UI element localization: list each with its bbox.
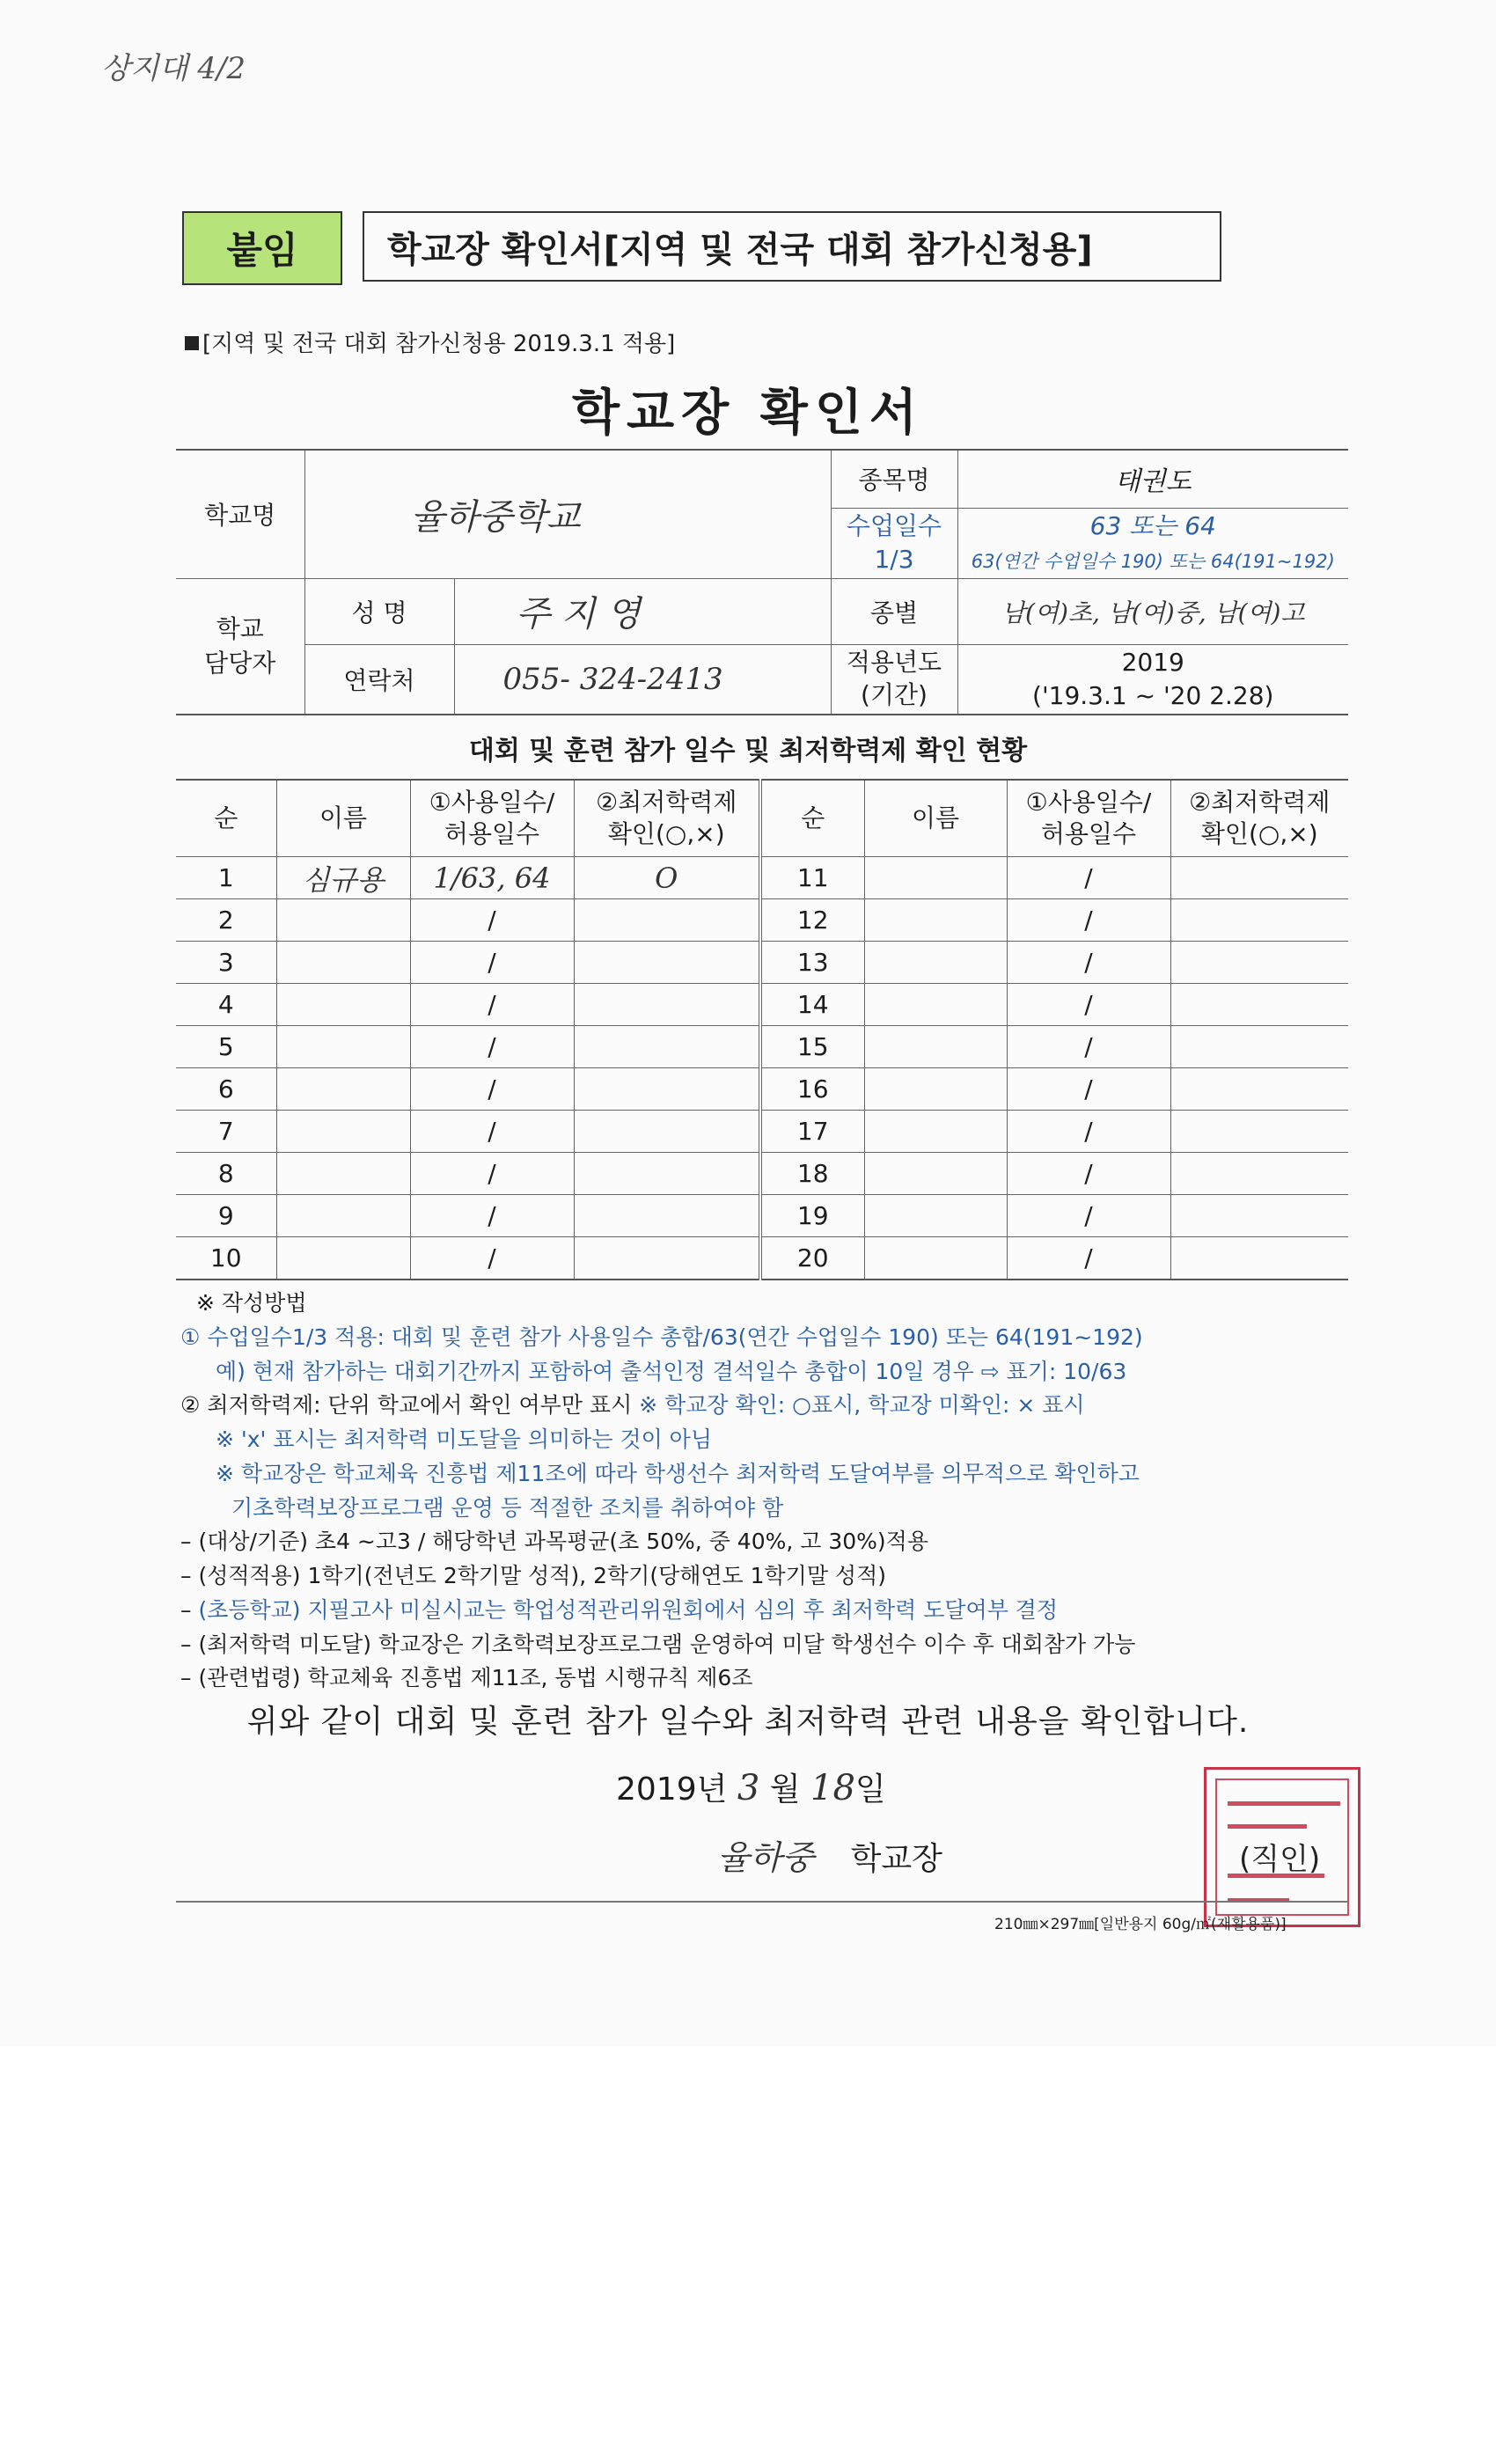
guide-line-5: ※ 학교장은 학교체육 진흥법 제11조에 따라 학생선수 최저학력 도달여부를 의무적으로 확인하고 [216,1460,1140,1486]
table-row [176,899,1348,942]
row-days: / [410,942,574,984]
confirm-statement: 위와 같이 대회 및 훈련 참가 일수와 최저학력 관련 내용을 확인합니다. [246,1704,1250,1740]
row-name-2 [864,1195,1007,1237]
col-check-2-line2: 확인(○,×) [1200,819,1318,848]
row-check [574,1111,760,1153]
type-label: 종별 [831,578,957,644]
row-no: 1 [176,857,276,899]
scope-line [185,326,675,358]
row-name [276,899,410,942]
col-no-2: 순 [760,780,864,857]
row-no: 4 [176,984,276,1026]
col-days-line2: 허용일수 [444,819,540,848]
guide-heading: ※ 작성방법 [196,1290,307,1316]
paper-spec: 210㎜×297㎜[일반용지 60g/㎡(재활용품)] [994,1916,1287,1933]
row-check [574,1068,760,1111]
type-value: 남(여)초, 남(여)중, 남(여)고 [957,578,1348,644]
row-days-2: / [1007,857,1170,899]
phone-value: 055- 324-2413 [454,644,831,715]
row-no-2: 18 [760,1153,864,1195]
seal-label: (직인) [1239,1842,1321,1877]
row-name [276,1111,410,1153]
days-label [831,508,957,578]
row-days: 1/63, 64 [410,857,574,899]
row-name: 심규용 [276,857,410,899]
row-name-2 [864,857,1007,899]
row-days: / [410,1237,574,1280]
principal-school: 율하중 [717,1838,815,1877]
phone-label: 연락처 [304,644,454,715]
row-days: / [410,899,574,942]
table-row [176,1237,1348,1280]
row-name-2 [864,942,1007,984]
row-check [574,1237,760,1280]
guide-line-7: – (대상/기준) 초4 ~고3 / 해당학년 과목평균(초 50%, 중 40%, 고 30%)적용 [180,1529,928,1555]
guide-line-10: – (최저학력 미도달) 학교장은 기초학력보장프로그램 운영하여 미달 학생선수 이수 후 대회참가 가능 [180,1631,1136,1657]
table-row [176,1153,1348,1195]
table-row [176,1195,1348,1237]
row-no: 3 [176,942,276,984]
section-title: 대회 및 훈련 참가 일수 및 최저학력제 확인 현황 [468,736,1028,766]
date-month-label: 월 [769,1771,801,1808]
table-row [176,942,1348,984]
row-check [574,1195,760,1237]
guide-line-1: ① 수업일수1/3 적용: 대회 및 훈련 참가 사용일수 총합/63(연간 수업일수 190) 또는 64(191~192) [180,1324,1143,1350]
row-check-2 [1170,857,1348,899]
row-name-2 [864,1111,1007,1153]
year-label-line2: (기간) [861,679,928,709]
guide-line-11: – (관련법령) 학교체육 진흥법 제11조, 동법 시행규칙 제6조 [180,1665,753,1691]
guide-line-4: ※ 'x' 표시는 최저학력 미도달을 의미하는 것이 아님 [216,1426,712,1452]
contact-label-line2: 담당자 [204,649,276,678]
table-row [176,1026,1348,1068]
col-days-2-line1: ①사용일수/ [1025,787,1152,817]
row-days-2: / [1007,1026,1170,1068]
row-name [276,984,410,1026]
year-label-line1: 적용년도 [846,648,942,678]
col-days-2 [1007,780,1170,857]
days-label-line2: 1/3 [874,545,914,574]
row-days-2: / [1007,1153,1170,1195]
guide-line-2: 예) 현재 참가하는 대회기간까지 포함하여 출석인정 결석일수 총합이 10일 경우 ⇨ 표기: 10/63 [216,1358,1127,1384]
col-check [574,780,760,857]
row-name [276,1195,410,1237]
row-name [276,1026,410,1068]
row-check-2 [1170,1153,1348,1195]
row-days-2: / [1007,899,1170,942]
days-table-header [176,780,1348,857]
guide-line-9b: (초등학교) 지필고사 미실시교는 학업성적관리위원회에서 심의 후 최저학력 도달여부 결정 [198,1596,1059,1623]
row-no-2: 16 [760,1068,864,1111]
row-check [574,1153,760,1195]
row-check-2 [1170,1026,1348,1068]
row-check-2 [1170,1195,1348,1237]
row-days-2: / [1007,984,1170,1026]
days-table [176,779,1348,1280]
row-name [276,1153,410,1195]
footer-rule [176,1901,1348,1903]
year-value-line2: ('19.3.1 ~ '20 2.28) [1032,680,1274,710]
row-name-2 [864,1068,1007,1111]
col-check-2-line1: ②최저학력제 [1189,787,1331,817]
guide-line-9 [180,1594,1360,1628]
school-label: 학교명 [176,450,304,578]
row-no: 2 [176,899,276,942]
col-days-2-line2: 허용일수 [1040,819,1137,848]
guide-line-9a: – [180,1596,199,1623]
row-check [574,899,760,942]
row-no: 7 [176,1111,276,1153]
row-no: 8 [176,1153,276,1195]
guide-line-3 [180,1389,1360,1423]
days-value-line2: 63(연간 수업일수 190) 또는 64(191~192) [971,551,1335,572]
row-check-2 [1170,899,1348,942]
year-value [957,644,1348,715]
guide-line-8: – (성적적용) 1학기(전년도 2학기말 성적), 2학기(당해연도 1학기말 성적) [180,1563,886,1588]
square-bullet-icon [185,336,199,350]
scope-text: [지역 및 전국 대회 참가신청용 2019.3.1 적용] [202,331,676,357]
sign-date [616,1764,886,1809]
attach-badge: 붙임 [182,211,342,285]
table-row [176,857,1348,899]
school-info-table [176,449,1348,715]
row-check: O [574,857,760,899]
guide-line-3b: ※ 학교장 확인: ○표시, 학교장 미확인: × 표시 [639,1392,1085,1419]
days-value-line1: 63 또는 64 [1089,511,1216,541]
row-days-2: / [1007,1111,1170,1153]
date-day-label: 일 [854,1771,886,1808]
row-no-2: 19 [760,1195,864,1237]
handwritten-note: 상지대 4/2 [101,51,246,86]
row-name-2 [864,1153,1007,1195]
row-no-2: 17 [760,1111,864,1153]
header-title-box: 학교장 확인서[지역 및 전국 대회 참가신청용] [363,211,1221,282]
row-days: / [410,1153,574,1195]
row-no-2: 12 [760,899,864,942]
row-check-2 [1170,1111,1348,1153]
row-days: / [410,1026,574,1068]
row-check [574,942,760,984]
row-no-2: 13 [760,942,864,984]
col-days [410,780,574,857]
document-title: 학교장 확인서 [571,385,925,442]
school-value: 율하중학교 [304,450,831,578]
guide-line-6: 기초학력보장프로그램 운영 등 적절한 조치를 취하여야 함 [231,1494,784,1521]
table-row [176,1111,1348,1153]
col-check-2 [1170,780,1348,857]
scan-margin [0,2046,1496,2464]
days-label-line1: 수업일수 [846,511,942,541]
event-label: 종목명 [831,450,957,508]
row-no-2: 15 [760,1026,864,1068]
principal-line [717,1830,942,1879]
row-days-2: / [1007,1195,1170,1237]
row-check [574,984,760,1026]
row-check-2 [1170,942,1348,984]
contact-label-line1: 학교 [216,614,264,644]
row-name-2 [864,1237,1007,1280]
guide-line-3a: ② 최저학력제: 단위 학교에서 확인 여부만 표시 [180,1392,633,1419]
date-month-value: 3 [737,1768,760,1808]
contact-label [176,578,304,715]
col-days-line1: ①사용일수/ [429,787,555,817]
table-row [176,984,1348,1026]
writing-guide [180,1287,1360,1696]
row-no-2: 11 [760,857,864,899]
row-days: / [410,1068,574,1111]
row-name [276,942,410,984]
row-name-2 [864,1026,1007,1068]
name-label: 성 명 [304,578,454,644]
row-days: / [410,1111,574,1153]
year-value-line1: 2019 [1121,647,1184,677]
row-no: 6 [176,1068,276,1111]
date-day-value: 18 [810,1768,855,1808]
row-no-2: 20 [760,1237,864,1280]
name-value: 주 지 영 [454,578,831,644]
row-no: 10 [176,1237,276,1280]
row-no-2: 14 [760,984,864,1026]
col-name: 이름 [276,780,410,857]
row-days: / [410,1195,574,1237]
row-days-2: / [1007,1237,1170,1280]
row-check-2 [1170,1068,1348,1111]
table-row [176,1068,1348,1111]
row-days-2: / [1007,942,1170,984]
col-name-2: 이름 [864,780,1007,857]
col-no: 순 [176,780,276,857]
year-label [831,644,957,715]
principal-label: 학교장 [850,1841,942,1877]
row-check [574,1026,760,1068]
row-name [276,1237,410,1280]
row-check-2 [1170,984,1348,1026]
row-name-2 [864,984,1007,1026]
col-check-line2: 확인(○,×) [607,819,725,848]
row-no: 9 [176,1195,276,1237]
row-name [276,1068,410,1111]
days-value [957,508,1348,578]
row-no: 5 [176,1026,276,1068]
event-value: 태권도 [957,450,1348,508]
col-check-line1: ②최저학력제 [596,787,737,817]
row-days: / [410,984,574,1026]
row-name-2 [864,899,1007,942]
date-year: 2019년 [616,1771,728,1808]
row-days-2: / [1007,1068,1170,1111]
row-check-2 [1170,1237,1348,1280]
